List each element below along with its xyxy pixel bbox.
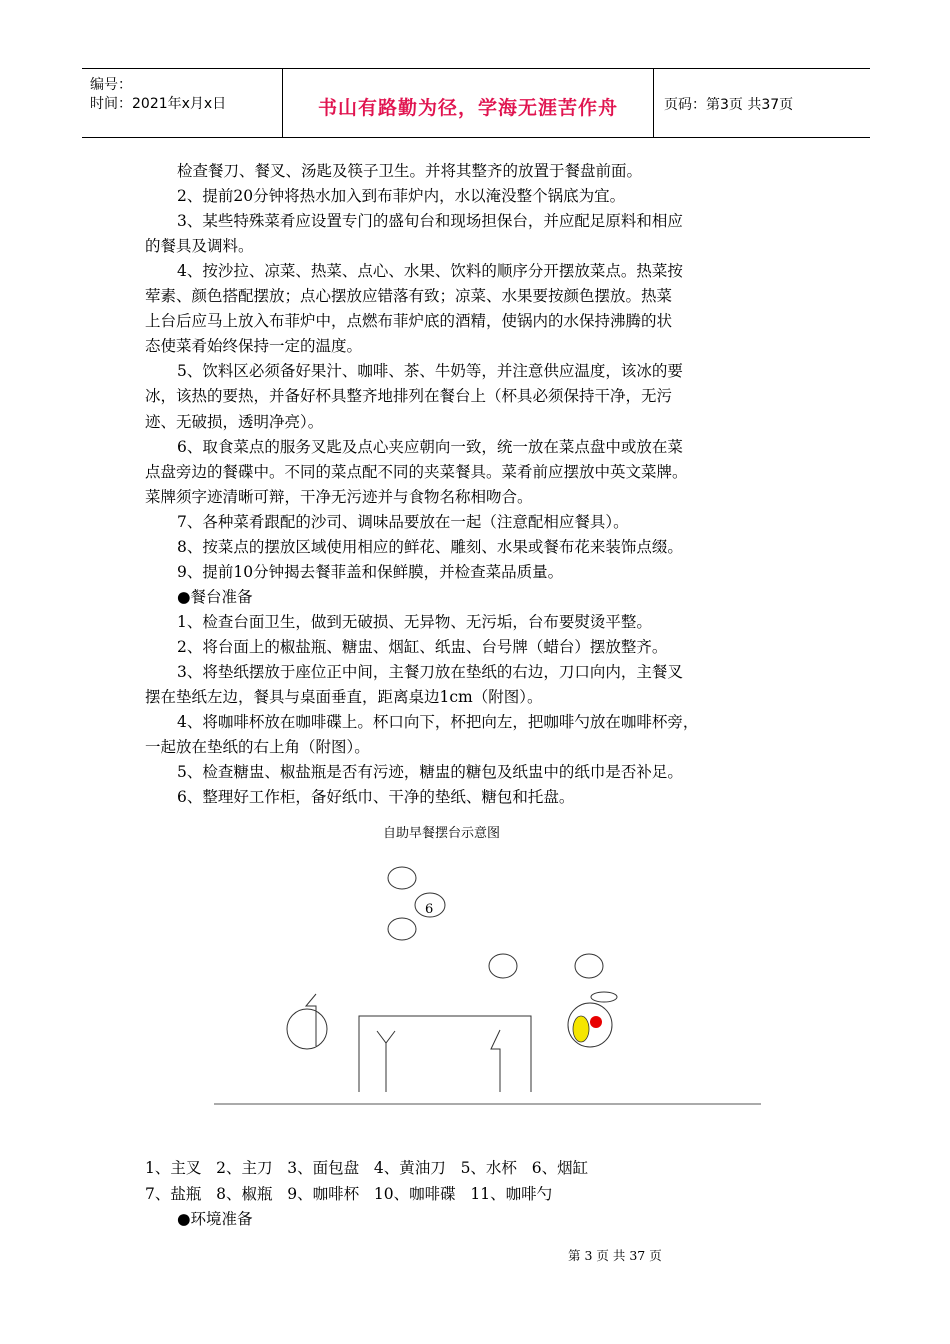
body-line: 4、将咖啡杯放在咖啡碟上。杯口向下，杯把向左，把咖啡勺放在咖啡杯旁，: [177, 713, 699, 732]
body-line: 上台后应马上放入布菲炉中，点燃布菲炉底的酒精，使锅内的水保持沸腾的状: [145, 312, 673, 331]
body-line: 检查餐刀、餐叉、汤匙及筷子卫生。并将其整齐的放置于餐盘前面。: [177, 162, 643, 180]
body-line: 菜牌须字迹清晰可辩，干净无污迹并与食物名称相吻合。: [145, 487, 533, 506]
body-line: 态使菜肴始终保持一定的温度。: [145, 337, 363, 356]
body-line: 5、饮料区必须备好果汁、咖啡、茶、牛奶等，并注意供应温度，该冰的要: [177, 362, 683, 381]
body-line: 9、提前10分钟揭去餐菲盖和保鲜膜，并检查菜品质量。: [177, 562, 564, 581]
body-line: 迹、无破损，透明净亮）。: [145, 412, 324, 431]
page-footer: 第 3 页 共 37 页: [568, 1248, 662, 1263]
bread-plate-circle: [287, 1009, 327, 1049]
body-line: 点盘旁边的餐碟中。不同的菜点配不同的夹菜餐具。菜肴前应摆放中英文菜牌。: [145, 462, 688, 481]
page-info: 页码：第3页 共37页: [664, 97, 794, 113]
body-line: 3、将垫纸摆放于座位正中间，主餐刀放在垫纸的右边，刀口向内，主餐叉: [177, 663, 683, 681]
body-line: 摆在垫纸左边，餐具与桌面垂直，距离桌边1cm（附图）。: [145, 688, 543, 707]
main-fork-shape: [377, 1031, 395, 1092]
legend-line-1: 1、主叉 2、主刀 3、面包盘 4、黄油刀 5、水杯 6、烟缸: [145, 1159, 589, 1177]
body-line: 一起放在垫纸的右上角（附图）。: [145, 738, 370, 757]
ashtray-number-label: 6: [425, 902, 434, 917]
butter-knife-shape: [306, 994, 316, 1046]
body-line: 7、各种菜肴跟配的沙司、调味品要放在一起（注意配相应餐具）。: [177, 512, 629, 531]
main-knife-shape: [491, 1030, 500, 1092]
ashtray-ellipse-top: [388, 867, 416, 889]
body-line: ●餐台准备: [177, 587, 253, 606]
coffee-spoon-shape: [590, 1016, 602, 1028]
body-line: 2、提前20分钟将热水加入到布菲炉内，水以淹没整个锅底为宜。: [177, 187, 626, 206]
body-line: 2、将台面上的椒盐瓶、糖盅、烟缸、纸盅、台号牌（蜡台）摆放整齐。: [177, 637, 668, 656]
body-line: 的餐具及调料。: [145, 237, 254, 256]
pepper-shaker-circle: [575, 954, 603, 978]
body-line: 6、取食菜点的服务叉匙及点心夹应朝向一致，统一放在菜点盘中或放在菜: [177, 437, 683, 456]
body-line: 冰，该热的要热，并备好杯具整齐地排列在餐台上（杯具必须保持干净，无污: [145, 387, 673, 406]
body-line: 1、检查台面卫生，做到无破损、无异物、无污垢，台布要熨烫平整。: [177, 612, 652, 631]
body-line: 8、按菜点的摆放区域使用相应的鲜花、雕刻、水果或餐布花来装饰点缀。: [177, 537, 683, 556]
body-line: 5、检查糖盅、椒盐瓶是否有污迹，糖盅的糖包及纸盅中的纸巾是否补足。: [177, 763, 683, 782]
coffee-cup-shape: [573, 1016, 589, 1042]
body-line: 荤素、颜色搭配摆放；点心摆放应错落有致；凉菜、水果要按颜色摆放。热菜: [145, 287, 673, 306]
number-label: 编号：: [90, 77, 132, 93]
body-line: 4、按沙拉、凉菜、热菜、点心、水果、饮料的顺序分开摆放菜点。热菜按: [177, 262, 683, 281]
legend-line-2: 7、盐瓶 8、椒瓶 9、咖啡杯 10、咖啡碟 11、咖啡勺: [145, 1185, 553, 1203]
time-label: 时间：2021年x月x日: [90, 96, 227, 112]
ashtray-ellipse-bottom: [388, 918, 416, 940]
section-heading-environment: ●环境准备: [177, 1210, 253, 1228]
placemat-outline: [359, 1016, 531, 1092]
body-line: 6、整理好工作柜，备好纸巾、干净的垫纸、糖包和托盘。: [177, 788, 575, 807]
salt-shaker-circle: [489, 954, 517, 978]
diagram-caption: 自助早餐摆台示意图: [383, 826, 501, 841]
body-line: 3、某些特殊菜肴应设置专门的盛旬台和现场担保台，并应配足原料和相应: [177, 212, 683, 231]
motto: 书山有路勤为径，学海无涯苦作舟: [317, 97, 618, 119]
water-glass-ellipse: [591, 992, 617, 1002]
